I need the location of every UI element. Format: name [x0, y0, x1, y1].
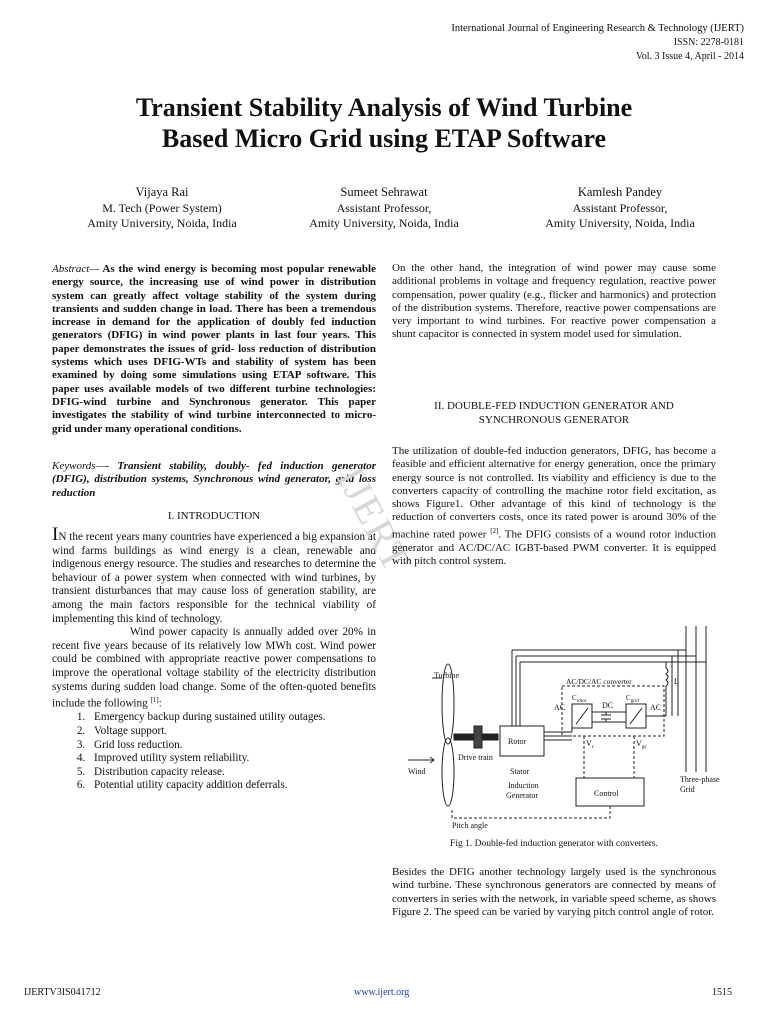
journal-header [451, 22, 744, 64]
keywords-text: - Transient stability, doubly- fed induction generator (DFIG), distribution systems, Synchronous wind generator, grid loss reduction [52, 460, 376, 499]
label-wind: Wind [408, 767, 426, 776]
list-item: 1. Emergency backup during sustained utility outages. [88, 711, 376, 725]
watermark: IJERT [327, 459, 421, 580]
intro-paragraph-1: IN the recent years many countries have experienced a big expansion at wind farms buildings as wind energy is a clean, renewable and indigenous energy resource. The studies and researches to determine the behaviour of a power system when connected with wind turbines, by transient disturbances that may cause loss of generation stability, are among the main factors responsible for the technical viability of implementing this kind of technology. [52, 524, 376, 625]
abstract-label: Abstract— [52, 263, 100, 275]
footer-page-number: 1515 [712, 987, 732, 998]
journal-name: International Journal of Engineering Research & Technology (IJERT) [451, 23, 744, 34]
label-induction: Induction [508, 781, 539, 790]
label-stator: Stator [510, 767, 530, 776]
author-3 [505, 185, 735, 231]
author-affiliation: Amity University, Noida, India [309, 216, 459, 230]
author-1 [47, 185, 277, 231]
label-drive-train: Drive train [458, 753, 493, 762]
list-item: 3. Grid loss reduction. [88, 739, 376, 753]
list-item: 4. Improved utility system reliability. [88, 752, 376, 766]
dropcap: I [52, 524, 59, 545]
inductor [666, 668, 668, 686]
gearbox [474, 726, 482, 748]
author-name: Sumeet Sehrawat [340, 185, 428, 199]
citation: [1] [150, 696, 159, 705]
issn: ISSN: 2278-0181 [673, 37, 744, 48]
abstract-text: As the wind energy is becoming most popular renewable energy source, the increasing use of wind power in distribution system can greatly affect voltage stability of the system during transients and sudden change in load. There has been a tremendous increase in demand for the application of doubly fed induction generators (DFIG) in wind power plants in last four years. This paper demonstrates the issues of grid- loss reduction of distribution systems which uses DFIG-WTs and stability of system has been examined by doing some simulations using ETAP software. This paper uses available models of two different turbine technologies: DFIG-wind turbine and Synchronous generator. This paper investigates the stability of wind turbine interconnected to micro-grid under many operational conditions. [52, 263, 376, 435]
label-pitch-angle: Pitch angle [452, 821, 488, 830]
author-affiliation: Amity University, Noida, India [545, 216, 695, 230]
label-rotor: Rotor [508, 737, 527, 746]
right-paragraph-1: On the other hand, the integration of wind power may cause some additional problems in voltage and frequency regulation, reactive power compensation, power quality (e.g., flicker and harmonics) and protection of the distribution systems. Therefore, reactive power compensations are very important to wind turbines. For reactive power compensation a shunt capacitor is connected in system model used for simulation. [392, 262, 716, 341]
label-vgc: $V_{gc}$ [636, 739, 647, 750]
volume-info: Vol. 3 Issue 4, April - 2014 [635, 51, 744, 62]
label-ac-1: AC [554, 703, 566, 712]
author-name: Kamlesh Pandey [577, 185, 663, 199]
right-paragraph-3: Besides the DFIG another technology largely used is the synchronous wind turbine. These synchronous generators are connected by means of converters in series with the network, in variable speed scheme, as shows Figure 2. The speed can be varied by varying pitch control angle of rotor. [392, 866, 716, 918]
figure-caption: Fig 1. Double-fed induction generator with converters. [450, 839, 658, 849]
turbine-blade [442, 738, 454, 806]
label-ac-2: AC [650, 703, 662, 712]
citation: [2] [490, 526, 499, 535]
right-paragraph-2: The utilization of double-fed induction generators, DFIG, has become a feasible and efficient alternative for energy generation, once the primary energy source is not controlled. Its viability and efficiency is due to the converters capacity of controlling the machine rotor field excitation, as shows Figure1. Other advantage of this kind of technology is the reduction of converters costs, once its rated power is around 30% of the machine rated power [2]. The DFIG consists of a wound rotor induction generator and AC/DC/AC IGBT-based PWM converter. It is equipped with pitch control system. [392, 445, 717, 568]
label-control: Control [594, 789, 619, 798]
footer-paper-id: IJERTV3IS041712 [24, 987, 101, 998]
keywords-label: Keywords— [52, 460, 106, 472]
author-affiliation: M. Tech (Power System) [102, 201, 222, 215]
footer-website-link[interactable]: www.ijert.org [354, 987, 410, 998]
author-affiliation: Assistant Professor, [572, 201, 668, 215]
intro-paragraph-2: Wind power capacity is annually added over 20% in recent five years because of its relatively low MWh cost. Wind power could be combined with appropriate reactive power compensations to improve the operational voltage stability of the electricity distribution systems during sudden load change. Some of the often-quoted benefits include the following [1]: [52, 626, 376, 710]
dfig-diagram [404, 622, 720, 834]
abstract [52, 263, 376, 436]
benefits-list [52, 711, 376, 793]
section-heading-introduction: I. INTRODUCTION [167, 510, 261, 522]
label-dc: DC [602, 701, 614, 710]
label-converter: AC/DC/AC converter [566, 677, 632, 686]
label-c-grid: $C_{grid}$ [626, 694, 639, 704]
label-grid: Grid [680, 785, 695, 794]
author-affiliation: Amity University, Noida, India [87, 216, 237, 230]
label-inductor: L [674, 677, 679, 686]
label-c-rotor: $C_{rotor}$ [572, 694, 587, 704]
label-three-phase: Three-phase [680, 775, 720, 784]
author-name: Vijaya Rai [135, 185, 189, 199]
author-affiliation: Assistant Professor, [336, 201, 432, 215]
paper-title: Transient Stability Analysis of Wind Turbine Based Micro Grid using ETAP Software [135, 93, 633, 153]
list-item: 2. Voltage support. [88, 725, 376, 739]
label-vr: $V_r$ [586, 739, 594, 750]
list-item: 5. Distribution capacity release. [88, 766, 376, 780]
label-turbine: Turbine [434, 671, 460, 680]
list-item: 6. Potential utility capacity addition deferrals. [88, 779, 376, 793]
section-heading-dfig: II. DOUBLE-FED INDUCTION GENERATOR AND SYNCHRONOUS GENERATOR [434, 400, 674, 426]
introduction [52, 524, 376, 793]
label-generator: Generator [506, 791, 538, 800]
author-2 [269, 185, 499, 231]
